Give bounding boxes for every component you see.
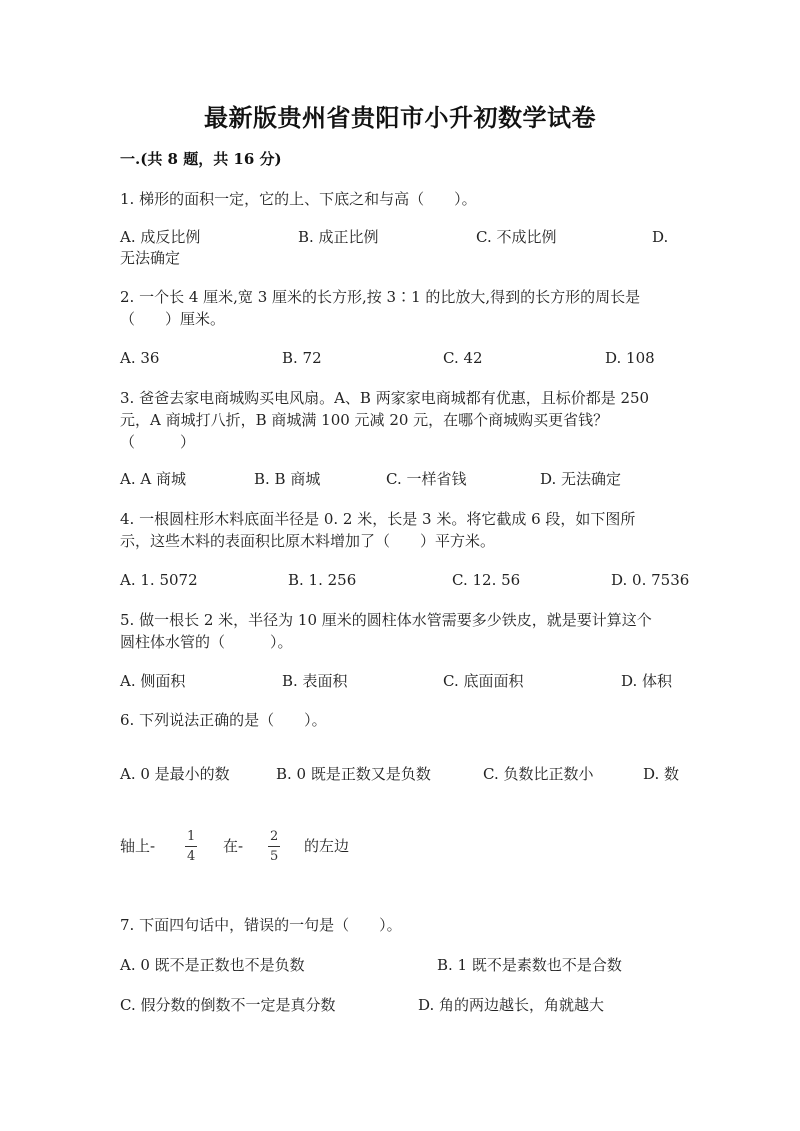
fraction-numerator: 1 <box>187 829 196 844</box>
question-6-option-d-prefix: 轴上- <box>120 837 156 855</box>
question-4-option-c: C. 12. 56 <box>452 571 521 589</box>
question-6-option-d-suffix: 的左边 <box>304 837 350 855</box>
question-5-option-a: A. 侧面积 <box>120 672 186 690</box>
question-5-stem-line-2: 圆柱体水管的（ ）。 <box>120 633 293 651</box>
question-7-option-c: C. 假分数的倒数不一定是真分数 <box>120 996 336 1014</box>
question-3-option-c: C. 一样省钱 <box>386 470 467 488</box>
question-5-option-c: C. 底面面积 <box>443 672 524 690</box>
question-7-option-a: A. 0 既不是正数也不是负数 <box>120 956 305 974</box>
question-5-stem-line-1: 5. 做一根长 2 米，半径为 10 厘米的圆柱体水管需要多少铁皮，就是要计算这个 <box>120 611 652 629</box>
question-6-option-d-middle: 在- <box>223 837 244 855</box>
question-1-option-d-label: D. <box>652 228 669 246</box>
question-4-stem-line-2: 示，这些木料的表面积比原木料增加了（ ）平方米。 <box>120 532 496 550</box>
question-4-option-d: D. 0. 7536 <box>611 571 690 589</box>
question-2-option-d: D. 108 <box>605 349 655 367</box>
question-3-option-d: D. 无法确定 <box>540 470 622 488</box>
question-4-option-b: B. 1. 256 <box>288 571 357 589</box>
fraction-denominator: 4 <box>187 849 196 864</box>
question-6-option-a: A. 0 是最小的数 <box>120 765 230 783</box>
fraction-denominator: 5 <box>270 849 279 864</box>
question-4-option-a: A. 1. 5072 <box>120 571 198 589</box>
question-1-option-d-text: 无法确定 <box>120 249 181 267</box>
question-1-option-b: B. 成正比例 <box>298 228 379 246</box>
question-2-option-c: C. 42 <box>443 349 483 367</box>
question-6-stem: 6. 下列说法正确的是（ ）。 <box>120 711 327 729</box>
fraction-one-quarter <box>185 829 197 864</box>
question-5-option-d: D. 体积 <box>621 672 673 690</box>
fraction-numerator: 2 <box>270 829 279 844</box>
fraction-two-fifths <box>268 829 280 864</box>
question-3-option-a: A. A 商城 <box>120 470 186 488</box>
question-6-option-c: C. 负数比正数小 <box>483 765 594 783</box>
question-6-option-d: D. 数 <box>643 765 680 783</box>
question-2-stem-line-1: 2. 一个长 4 厘米,宽 3 厘米的长方形,按 3∶1 的比放大,得到的长方形的周长是 <box>120 288 641 306</box>
section-heading: 一.(共 8 题，共 16 分) <box>120 150 282 168</box>
question-3-stem-line-1: 3. 爸爸去家电商城购买电风扇。A、B 两家家电商城都有优惠，且标价都是 250 <box>120 389 650 407</box>
question-5-option-b: B. 表面积 <box>282 672 348 690</box>
question-3-option-b: B. B 商城 <box>254 470 321 488</box>
question-2-option-a: A. 36 <box>120 349 160 367</box>
question-7-stem: 7. 下面四句话中，错误的一句是（ ）。 <box>120 916 402 934</box>
fraction-bar <box>268 846 280 847</box>
question-2-stem-line-2: （ ）厘米。 <box>120 310 226 328</box>
question-1-stem: 1. 梯形的面积一定，它的上、下底之和与高（ ）。 <box>120 190 477 208</box>
question-2-option-b: B. 72 <box>282 349 322 367</box>
question-3-stem-line-3: （ ） <box>120 433 196 451</box>
question-6-option-b: B. 0 既是正数又是负数 <box>276 765 431 783</box>
question-4-stem-line-1: 4. 一根圆柱形木料底面半径是 0. 2 米，长是 3 米。将它截成 6 段，如下图所 <box>120 510 636 528</box>
question-7-option-d: D. 角的两边越长，角就越大 <box>418 996 605 1014</box>
question-1-option-c: C. 不成比例 <box>476 228 557 246</box>
exam-title: 最新版贵州省贵阳市小升初数学试卷 <box>204 103 596 132</box>
question-7-option-b: B. 1 既不是素数也不是合数 <box>437 956 622 974</box>
fraction-bar <box>185 846 197 847</box>
question-3-stem-line-2: 元，A 商城打八折，B 商城满 100 元减 20 元，在哪个商城购买更省钱？ <box>120 411 609 429</box>
question-1-option-a: A. 成反比例 <box>120 228 201 246</box>
